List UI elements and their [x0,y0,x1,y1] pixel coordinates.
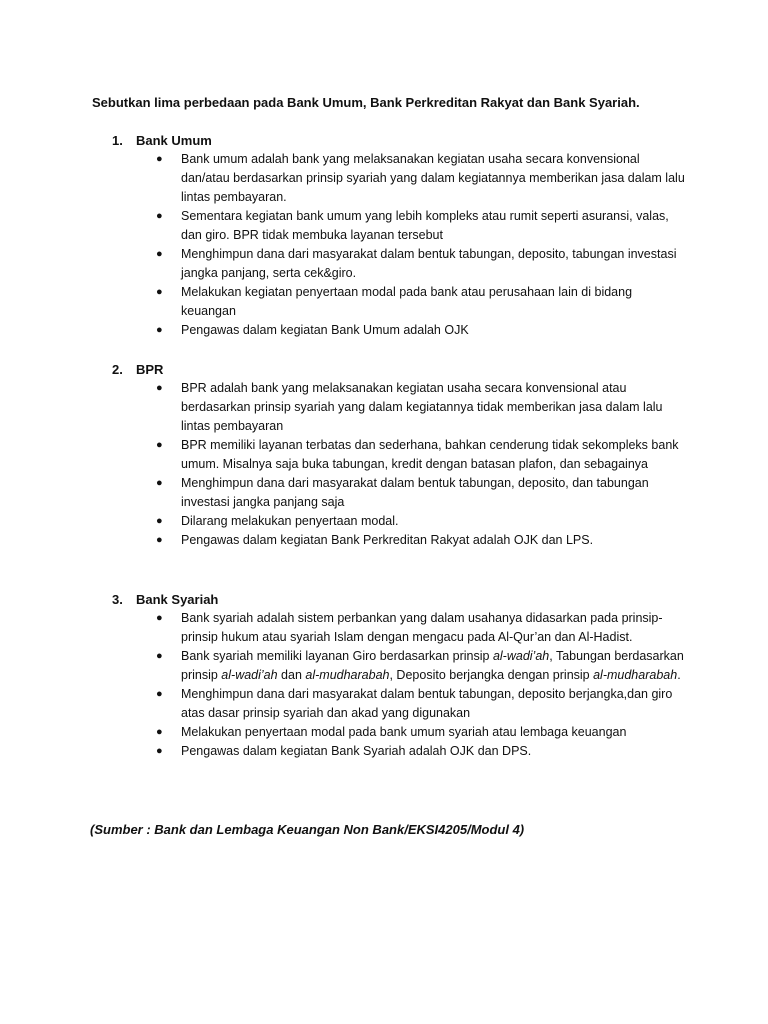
bullet-list [156,150,712,340]
bullet-icon: ● [156,534,163,546]
list-item: ● BPR memiliki layanan terbatas dan sederhana, bahkan cenderung tidak sekompleks bank umum. Misalnya saja buka tabungan, kredit dengan batasan plafon, dan sebagainya [156,438,679,471]
bullet-icon: ● [156,515,163,527]
list-item: ● Melakukan penyertaan modal pada bank umum syariah atau lembaga keuangan [156,723,686,742]
list-item: ● Menghimpun dana dari masyarakat dalam bentuk tabungan, deposito, tabungan investasi jangka panjang, serta cek&giro. [156,247,677,280]
bullet-icon: ● [156,324,163,336]
question-heading: Sebutkan lima perbedaan pada Bank Umum, Bank Perkreditan Rakyat dan Bank Syariah. [92,95,640,110]
bullet-list [156,609,712,761]
bullet-icon: ● [156,688,163,700]
bullet-icon: ● [156,210,163,222]
list-item: ● Menghimpun dana dari masyarakat dalam bentuk tabungan, deposito berjangka,dan giro atas dasar prinsip syariah dan akad yang digunakan [156,687,673,720]
bullet-icon: ● [156,286,163,298]
section-bank-syariah [112,590,712,761]
bullet-icon: ● [156,248,163,260]
bullet-icon: ● [156,726,163,738]
list-item: ● Melakukan kegiatan penyertaan modal pada bank atau perusahaan lain di bidang keuangan [156,285,633,318]
section-bpr [112,360,712,550]
bullet-icon: ● [156,650,163,662]
list-item: ● Bank umum adalah bank yang melaksanakan kegiatan usaha secara konvensional dan/atau berdasarkan prinsip syariah yang dalam kegiatannya memberikan jasa dalam lalu lintas pembayaran. [156,152,685,204]
bullet-icon: ● [156,745,163,757]
list-item: ● BPR adalah bank yang melaksanakan kegiatan usaha secara konvensional atau berdasarkan prinsip syariah yang dalam kegiatannya tidak memberikan jasa dalam lalu lintas pembayaran [156,381,663,433]
list-item: ● Pengawas dalam kegiatan Bank Umum adalah OJK [156,321,686,340]
list-item: ● Pengawas dalam kegiatan Bank Perkreditan Rakyat adalah OJK dan LPS. [156,531,686,550]
list-item: ● Dilarang melakukan penyertaan modal. [156,512,686,531]
list-item: ● Bank syariah memiliki layanan Giro berdasarkan prinsip al-wadi’ah, Tabungan berdasarkan prinsip al-wadi’ah dan al-mudharabah, Deposito berjangka dengan prinsip al-mudharabah. [156,649,684,682]
bullet-icon: ● [156,477,163,489]
bullet-icon: ● [156,382,163,394]
list-item: ● Pengawas dalam kegiatan Bank Syariah adalah OJK dan DPS. [156,742,686,761]
bullet-list [156,379,712,550]
section-title-text: Bank Syariah [136,592,219,607]
section-bank-umum [112,131,712,340]
bullet-icon: ● [156,439,163,451]
section-number: 1. [112,133,123,148]
bullet-icon: ● [156,612,163,624]
section-title [112,590,712,609]
section-title [112,360,712,379]
list-item: ● Menghimpun dana dari masyarakat dalam bentuk tabungan, deposito, dan tabungan investasi jangka panjang saja [156,476,649,509]
bullet-icon: ● [156,153,163,165]
list-item: ● Sementara kegiatan bank umum yang lebih kompleks atau rumit seperti asuransi, valas, dan giro. BPR tidak membuka layanan tersebut [156,209,669,242]
source-citation: (Sumber : Bank dan Lembaga Keuangan Non Bank/EKSI4205/Modul 4) [90,822,525,837]
section-title-text: Bank Umum [136,133,212,148]
section-title [112,131,712,150]
section-number: 3. [112,592,123,607]
list-item: ● Bank syariah adalah sistem perbankan yang dalam usahanya didasarkan pada prinsip-prinsip hukum atau syariah Islam dengan mengacu pada Al-Qur’an dan Al-Hadist. [156,611,663,644]
section-number: 2. [112,362,123,377]
section-title-text: BPR [136,362,164,377]
